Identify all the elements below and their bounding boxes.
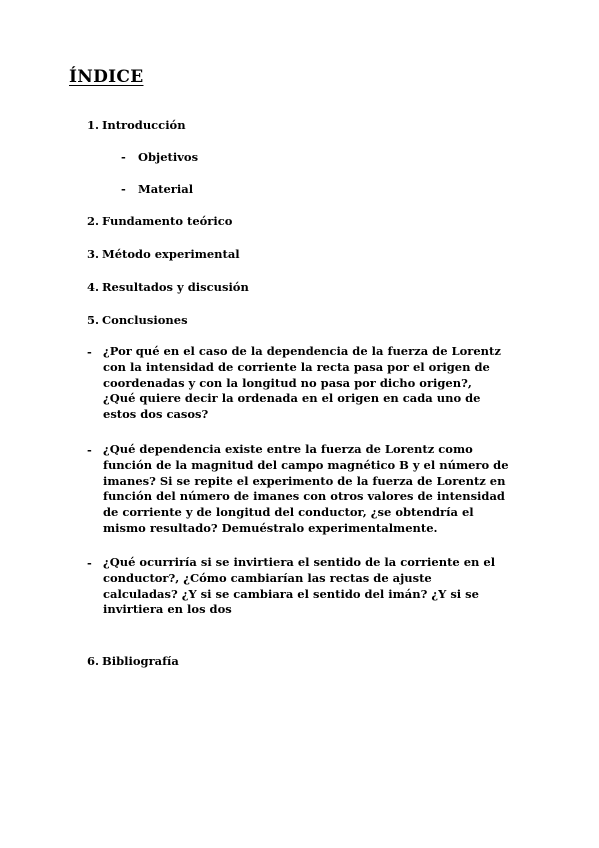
toc-subitem-label: Material [138,182,194,196]
subitem-dash: - [121,182,126,196]
toc-subitem-label: Objetivos [138,150,199,164]
question-line: ¿Qué dependencia existe entre la fuerza de Lorentz como [103,442,473,456]
toc-item-label: Introducción [102,118,186,132]
toc-item-number: 1. [87,118,100,132]
toc-subitem-objetivos [121,149,198,165]
question-line: conductor?, ¿Cómo cambiarían las rectas de ajuste [103,570,432,585]
toc-item-label: Método experimental [102,247,240,261]
toc-item-number: 4. [87,280,100,294]
question-line: función de la magnitud del campo magnético B y el número de [103,457,509,472]
question-line: función del número de imanes con otros valores de intensidad [103,489,505,504]
toc-item-bibliografia [87,653,179,669]
question-3 [103,555,513,618]
question-dash: - [87,443,92,457]
question-dash: - [87,345,92,359]
question-line: de corriente y de longitud del conductor, ¿se obtendría el [103,505,474,520]
toc-item-label: Bibliografía [102,654,179,668]
index-title: ÍNDICE [69,67,144,87]
toc-subitem-material [121,181,193,197]
question-line: ¿Qué quiere decir la ordenada en el origen en cada uno de [103,391,481,406]
question-line: con la intensidad de corriente la recta pasa por el origen de [103,359,490,374]
toc-item-number: 3. [87,247,100,261]
toc-item-label: Resultados y discusión [102,280,249,294]
subitem-dash: - [121,150,126,164]
toc-item-number: 2. [87,214,100,228]
question-line: calculadas? ¿Y si se cambiara el sentido del imán? ¿Y si se [103,586,479,601]
question-line: estos dos casos? [103,407,209,422]
question-line: coordenadas y con la longitud no pasa por dicho origen?, [103,375,472,390]
toc-item-introduccion [87,117,186,133]
toc-item-number: 6. [87,654,100,668]
toc-item-conclusiones [87,312,188,328]
toc-item-fundamento [87,213,232,229]
question-1 [103,344,513,423]
question-2 [103,442,513,537]
toc-item-label: Fundamento teórico [102,214,233,228]
question-line: mismo resultado? Demuéstralo experimentalmente. [103,520,438,535]
toc-item-metodo [87,246,240,262]
toc-item-label: Conclusiones [102,313,188,327]
toc-item-resultados [87,279,249,295]
question-line: ¿Por qué en el caso de la dependencia de la fuerza de Lorentz [103,344,501,358]
toc-item-number: 5. [87,313,100,327]
question-dash: - [87,556,92,570]
question-line: imanes? Si se repite el experimento de la fuerza de Lorentz en [103,473,506,488]
question-line: invirtiera en los dos [103,602,232,617]
question-line: ¿Qué ocurriría si se invirtiera el sentido de la corriente en el [103,555,496,569]
